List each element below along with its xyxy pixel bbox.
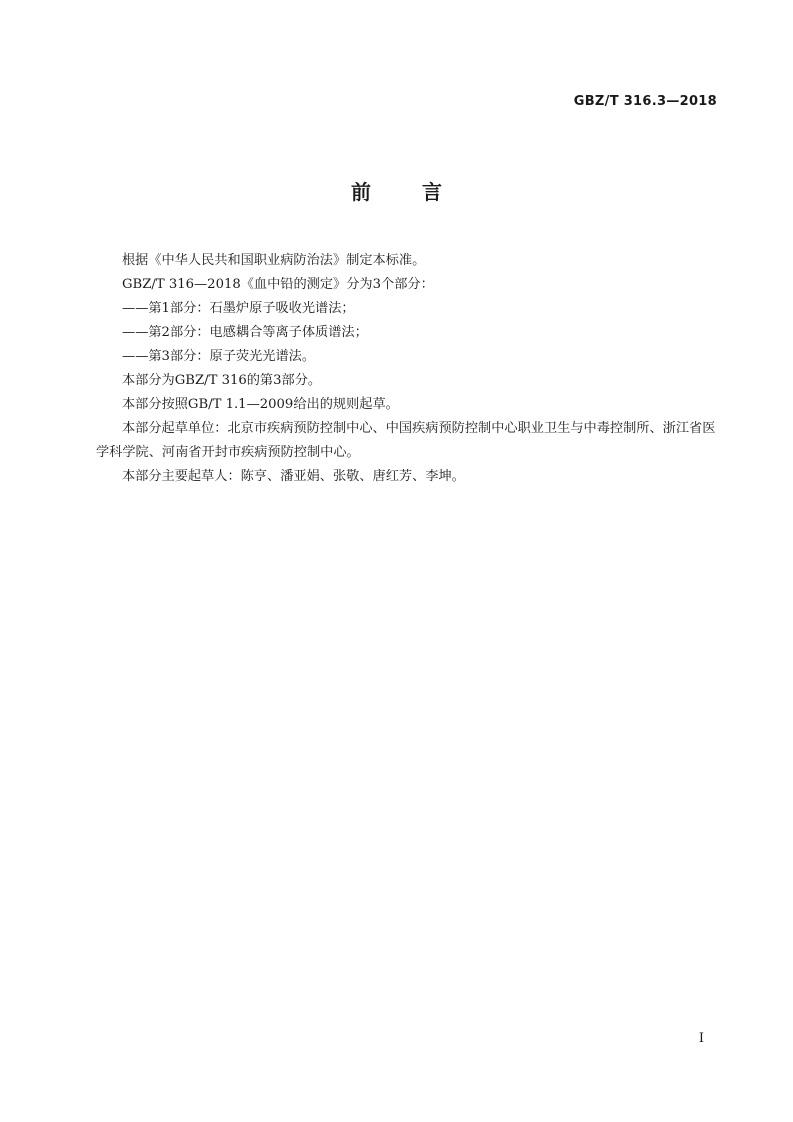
paragraph-part-2: ——第2部分：电感耦合等离子体质谱法； xyxy=(122,325,368,340)
paragraph-drafting-units: 本部分起草单位：北京市疾病预防控制中心、中国疾病预防控制中心职业卫生与中毒控制所、浙江省医学科学院、河南省开封市疾病预防控制中心。 xyxy=(96,421,716,460)
page-title: 前 言 xyxy=(351,180,464,204)
foreword-body xyxy=(96,249,718,489)
paragraph-this-part: 本部分为GBZ/T 316的第3部分。 xyxy=(122,373,322,388)
paragraph-part-1: ——第1部分：石墨炉原子吸收光谱法； xyxy=(122,301,355,316)
paragraph-drafters: 本部分主要起草人：陈亨、潘亚娟、张敬、唐红芳、李坤。 xyxy=(122,469,465,484)
paragraph-drafting-rules: 本部分按照GB/T 1.1—2009给出的规则起草。 xyxy=(122,397,399,412)
standard-code-header: GBZ/T 316.3—2018 xyxy=(573,94,717,109)
page-number: I xyxy=(698,1031,704,1046)
paragraph-basis: 根据《中华人民共和国职业病防治法》制定本标准。 xyxy=(122,253,426,268)
paragraph-parts-intro: GBZ/T 316—2018《血中铅的测定》分为3个部分： xyxy=(122,277,434,292)
paragraph-part-3: ——第3部分：原子荧光光谱法。 xyxy=(122,349,316,364)
